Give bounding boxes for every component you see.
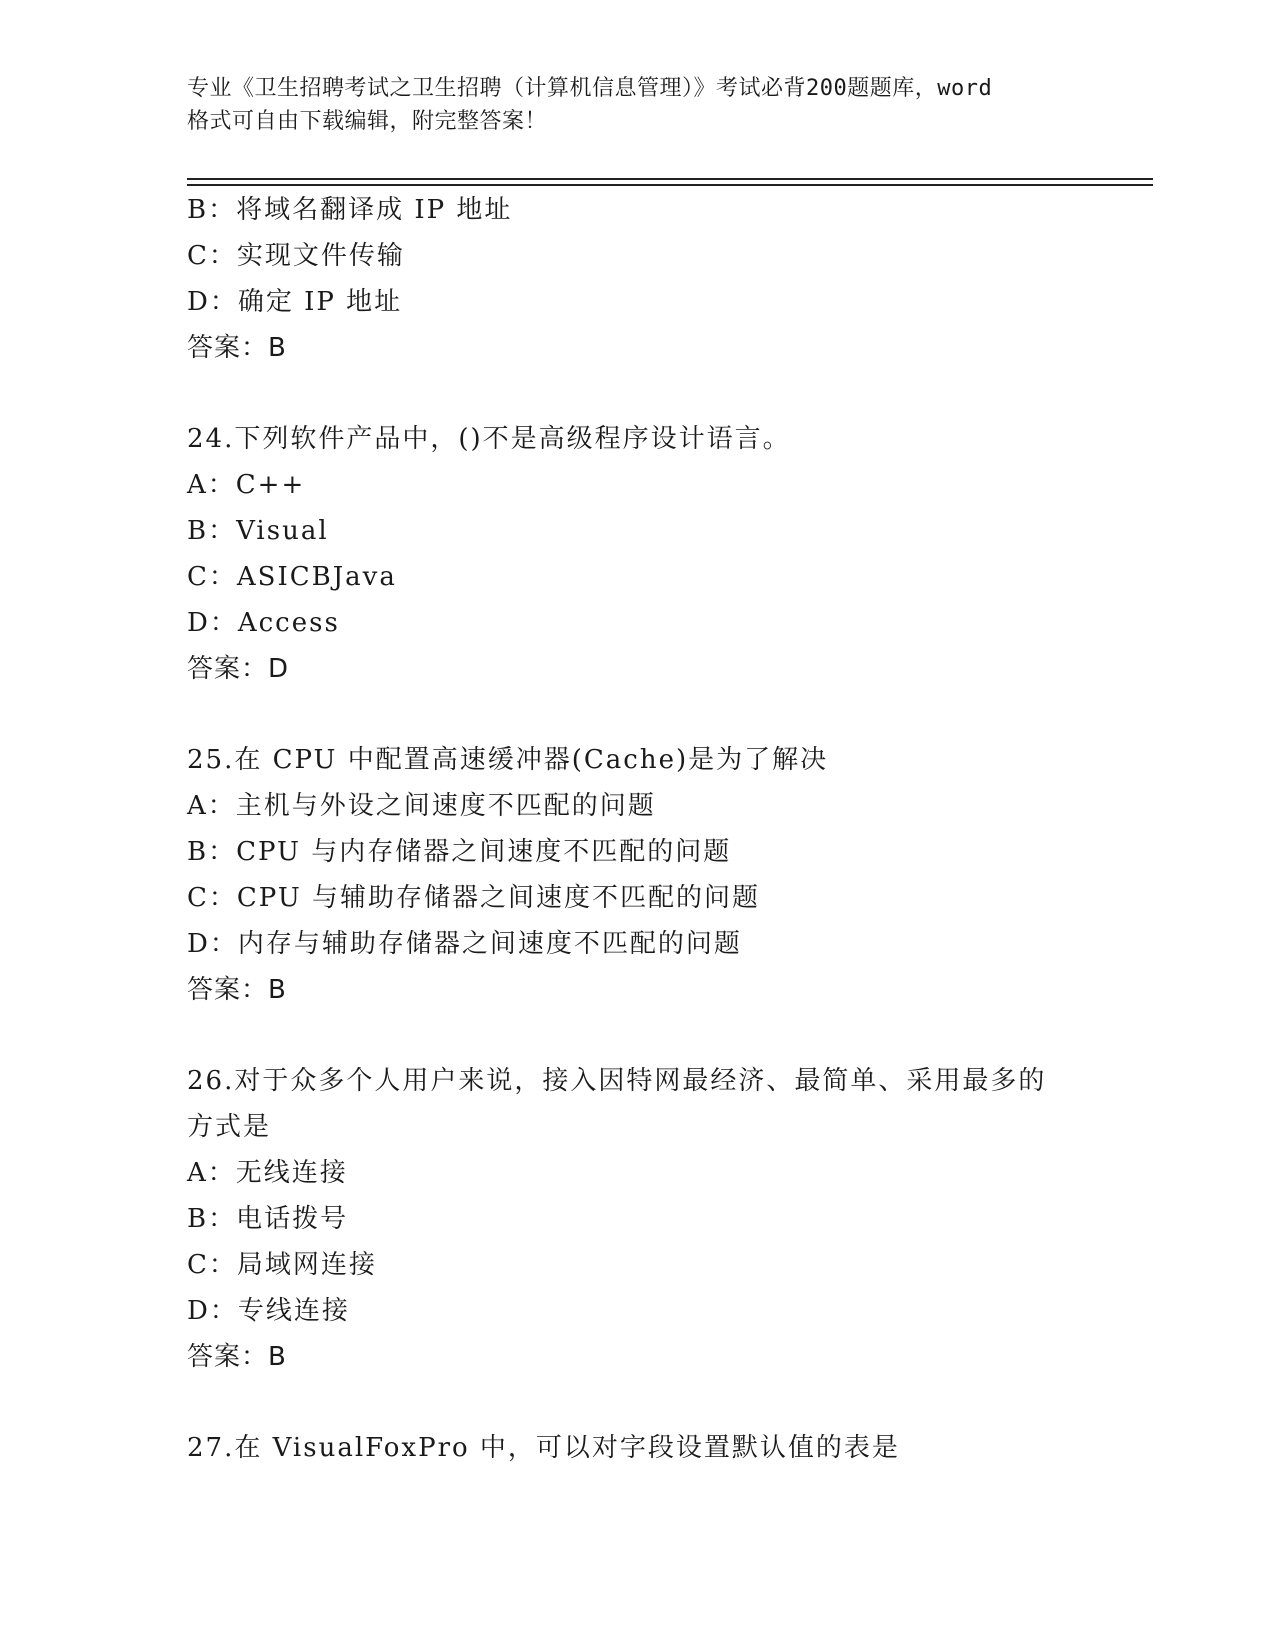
question-text: 27.在 VisualFoxPro 中，可以对字段设置默认值的表是	[187, 1433, 900, 1463]
question-26	[187, 1058, 1087, 1380]
question-text: 24.下列软件产品中，()不是高级程序设计语言。	[187, 424, 791, 454]
option-a: A：主机与外设之间速度不匹配的问题	[187, 791, 656, 821]
question-list	[187, 187, 1087, 1471]
spacer	[187, 371, 1087, 416]
option-d: D：内存与辅助存储器之间速度不匹配的问题	[187, 929, 742, 959]
document-header	[187, 72, 1087, 138]
option-d: D：确定 IP 地址	[187, 287, 403, 317]
option-a: A：C++	[187, 470, 306, 500]
option-d: D：Access	[187, 608, 340, 638]
option-b: B：电话拨号	[187, 1204, 349, 1234]
spacer	[187, 1380, 1087, 1425]
option-b: B：Visual	[187, 516, 329, 546]
spacer	[187, 1013, 1087, 1058]
option-c: C：CPU 与辅助存储器之间速度不匹配的问题	[187, 883, 761, 913]
header-divider-bottom	[187, 184, 1153, 186]
answer: 答案：B	[187, 975, 287, 1005]
question-text-line-2: 方式是	[187, 1112, 272, 1142]
spacer	[187, 692, 1087, 737]
option-b: B：CPU 与内存储器之间速度不匹配的问题	[187, 837, 732, 867]
question-27	[187, 1425, 1087, 1471]
option-b: B：将域名翻译成 IP 地址	[187, 195, 513, 225]
question-text: 25.在 CPU 中配置高速缓冲器(Cache)是为了解决	[187, 745, 829, 775]
answer: 答案：D	[187, 654, 290, 684]
answer: 答案：B	[187, 333, 287, 363]
option-c: C：ASICBJava	[187, 562, 397, 592]
answer: 答案：B	[187, 1342, 287, 1372]
option-d: D：专线连接	[187, 1296, 350, 1326]
option-a: A：无线连接	[187, 1158, 348, 1188]
header-line-2: 格式可自由下载编辑，附完整答案！	[187, 109, 548, 134]
header-divider-top	[187, 178, 1153, 180]
option-c: C：实现文件传输	[187, 241, 405, 271]
question-text-line-1: 26.对于众多个人用户来说，接入因特网最经济、最简单、采用最多的	[187, 1066, 1047, 1096]
question-23	[187, 187, 1087, 371]
question-25	[187, 737, 1087, 1013]
question-24	[187, 416, 1087, 692]
option-c: C：局域网连接	[187, 1250, 377, 1280]
header-line-1: 专业《卫生招聘考试之卫生招聘（计算机信息管理）》考试必背200题题库，word	[187, 76, 993, 101]
